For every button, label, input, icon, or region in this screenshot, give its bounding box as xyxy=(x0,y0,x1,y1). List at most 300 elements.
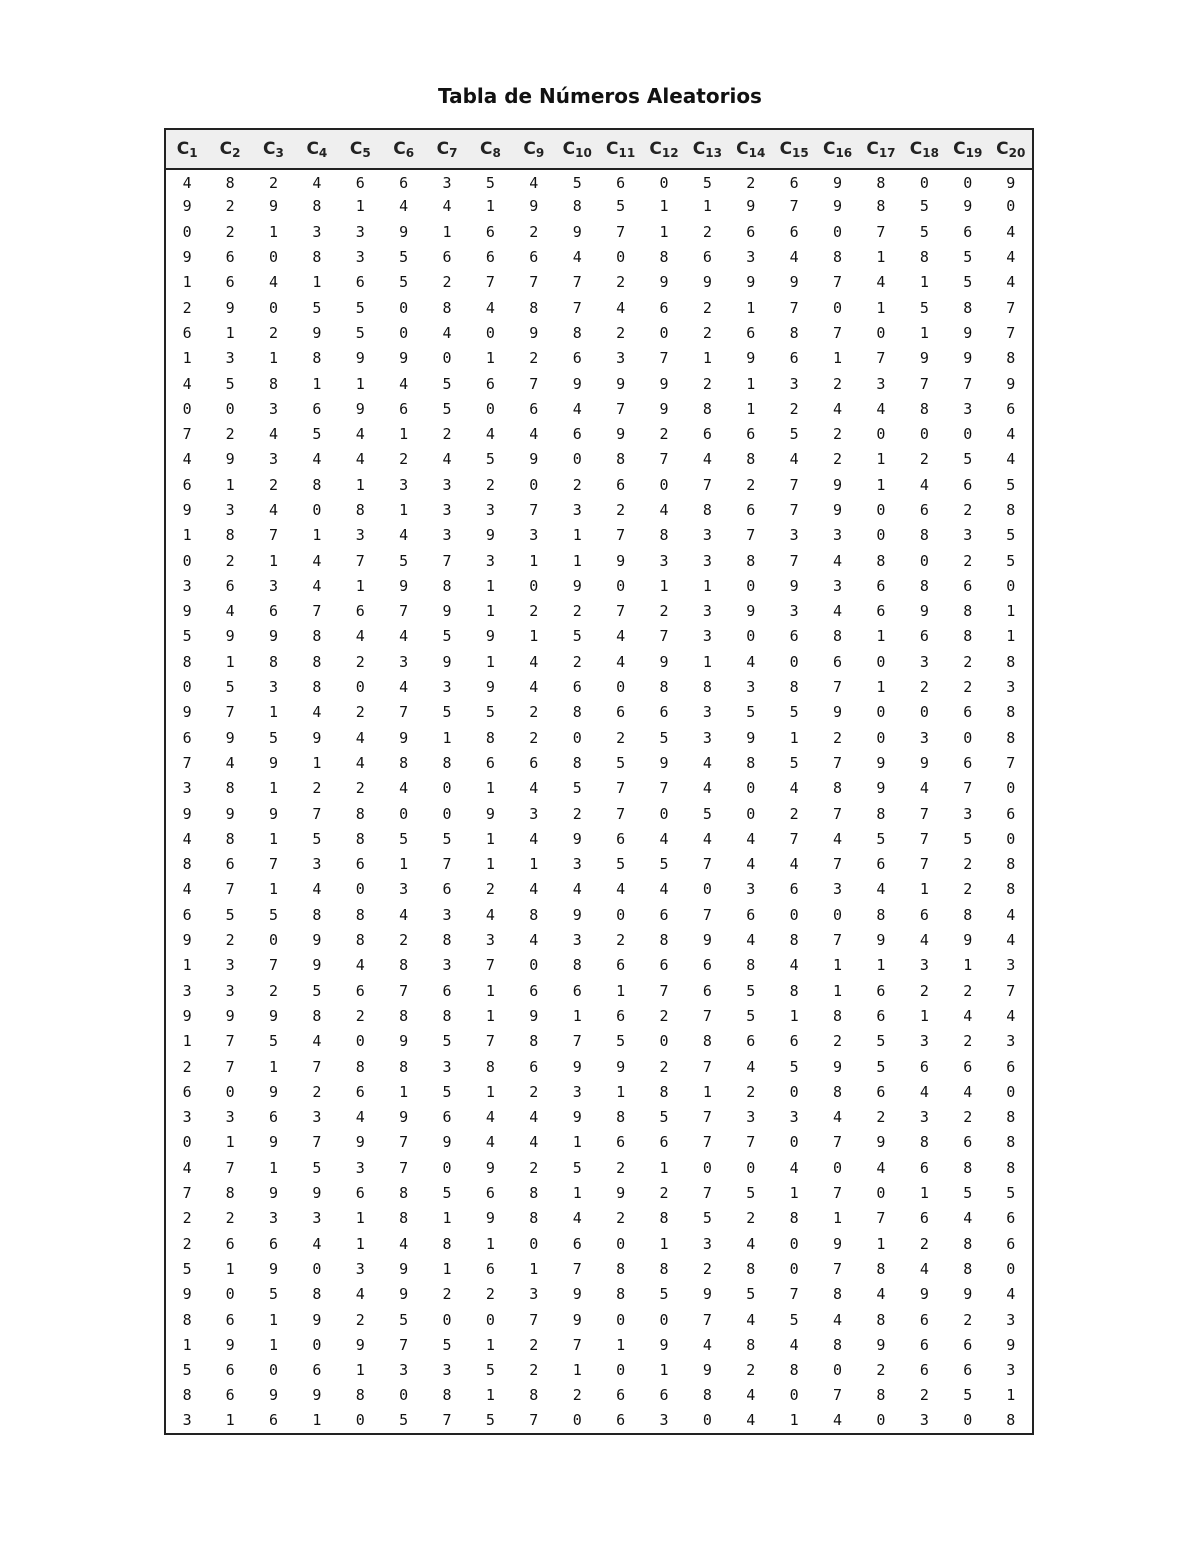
table-cell: 4 xyxy=(355,450,365,469)
table-cell: 7 xyxy=(919,855,929,874)
table-cell: 4 xyxy=(789,779,799,798)
table-cell: 1 xyxy=(659,222,669,241)
table-cell: 5 xyxy=(485,450,495,469)
table-cell: 4 xyxy=(789,956,799,975)
table-row xyxy=(165,877,1033,902)
table-cell: 9 xyxy=(746,602,756,621)
table-cell: 3 xyxy=(1006,956,1016,975)
table-cell: 2 xyxy=(746,1361,756,1380)
table-cell: 9 xyxy=(268,804,278,823)
table-cell: 9 xyxy=(746,197,756,216)
table-cell: 8 xyxy=(746,450,756,469)
table-cell: 9 xyxy=(572,1057,582,1076)
table-cell: 5 xyxy=(268,1032,278,1051)
table-cell: 4 xyxy=(919,1259,929,1278)
table-cell: 5 xyxy=(485,1411,495,1430)
table-cell: 7 xyxy=(572,1032,582,1051)
table-cell: 8 xyxy=(659,526,669,545)
table-cell: 8 xyxy=(789,981,799,1000)
table-cell: 4 xyxy=(485,1108,495,1127)
table-cell: 6 xyxy=(616,829,626,848)
table-cell: 6 xyxy=(919,1310,929,1329)
table-cell: 4 xyxy=(616,880,626,899)
table-cell: 0 xyxy=(1006,197,1016,216)
table-cell: 2 xyxy=(963,1108,973,1127)
table-cell: 6 xyxy=(442,248,452,267)
table-cell: 1 xyxy=(833,349,843,368)
table-cell: 6 xyxy=(572,981,582,1000)
table-cell: 3 xyxy=(355,248,365,267)
table-cell: 0 xyxy=(616,248,626,267)
header-row xyxy=(165,129,1033,169)
table-row xyxy=(165,397,1033,422)
table-cell: 0 xyxy=(182,551,192,570)
table-cell: 2 xyxy=(963,551,973,570)
table-cell: 1 xyxy=(876,298,886,317)
table-cell: 6 xyxy=(355,855,365,874)
table-cell: 2 xyxy=(963,1310,973,1329)
table-cell: 3 xyxy=(1006,678,1016,697)
table-cell: 6 xyxy=(485,1259,495,1278)
table-cell: 3 xyxy=(485,501,495,519)
table-cell: 6 xyxy=(1006,804,1016,823)
table-cell: 8 xyxy=(225,526,235,545)
table-cell: 3 xyxy=(746,248,756,267)
table-cell: 7 xyxy=(833,678,843,697)
table-cell: 1 xyxy=(399,855,409,874)
table-cell: 8 xyxy=(833,1082,843,1101)
table-cell: 7 xyxy=(268,526,278,545)
table-cell: 4 xyxy=(1006,1285,1016,1304)
table-cell: 7 xyxy=(442,855,452,874)
table-cell: 8 xyxy=(225,829,235,848)
table-cell: 1 xyxy=(268,779,278,798)
table-cell: 1 xyxy=(919,273,929,292)
table-cell: 0 xyxy=(529,576,539,595)
table-cell: 0 xyxy=(312,501,322,519)
table-cell: 2 xyxy=(833,728,843,747)
table-cell: 6 xyxy=(182,475,192,494)
table-cell: 3 xyxy=(919,1108,929,1127)
table-cell: 8 xyxy=(746,1259,756,1278)
table-cell: 9 xyxy=(876,1335,886,1354)
table-cell: 4 xyxy=(399,197,409,216)
table-cell: 9 xyxy=(268,753,278,772)
table-cell: 1 xyxy=(833,981,843,1000)
table-cell: 3 xyxy=(746,1108,756,1127)
table-cell: 0 xyxy=(442,349,452,368)
table-cell: 9 xyxy=(355,349,365,368)
table-cell: 9 xyxy=(833,475,843,494)
table-cell: 0 xyxy=(746,804,756,823)
table-cell: 1 xyxy=(182,273,192,292)
table-cell: 2 xyxy=(485,475,495,494)
table-cell: 7 xyxy=(529,501,539,519)
table-cell: 5 xyxy=(963,248,973,267)
table-cell: 7 xyxy=(616,804,626,823)
table-cell: 9 xyxy=(876,779,886,798)
table-cell: 2 xyxy=(963,1032,973,1051)
table-cell: 9 xyxy=(572,222,582,241)
table-cell: 7 xyxy=(702,1006,712,1025)
table-cell: 2 xyxy=(225,551,235,570)
table-cell: 9 xyxy=(659,374,669,393)
table-cell: 3 xyxy=(268,450,278,469)
table-cell: 9 xyxy=(225,627,235,646)
table-cell: 1 xyxy=(268,222,278,241)
table-cell: 9 xyxy=(442,602,452,621)
table-row xyxy=(165,1130,1033,1155)
table-cell: 9 xyxy=(833,703,843,722)
table-cell: 6 xyxy=(442,981,452,1000)
table-cell: 9 xyxy=(876,1133,886,1152)
table-cell: 9 xyxy=(268,1259,278,1278)
table-cell: 8 xyxy=(442,298,452,317)
table-cell: 6 xyxy=(789,1032,799,1051)
table-cell: 6 xyxy=(963,753,973,772)
table-cell: 6 xyxy=(355,1184,365,1203)
table-cell: 8 xyxy=(182,855,192,874)
table-cell: 1 xyxy=(876,450,886,469)
table-cell: 0 xyxy=(963,425,973,444)
table-cell: 4 xyxy=(876,273,886,292)
table-cell: 1 xyxy=(876,627,886,646)
table-cell: 1 xyxy=(485,981,495,1000)
table-row xyxy=(165,245,1033,270)
table-cell: 1 xyxy=(659,1361,669,1380)
table-cell: 4 xyxy=(355,1108,365,1127)
table-cell: 8 xyxy=(1006,501,1016,519)
table-cell: 8 xyxy=(572,753,582,772)
table-cell: 8 xyxy=(789,931,799,950)
table-cell: 4 xyxy=(442,197,452,216)
table-cell: 3 xyxy=(572,855,582,874)
table-cell: 8 xyxy=(702,678,712,697)
table-cell: 6 xyxy=(268,1108,278,1127)
table-cell: 3 xyxy=(1006,1361,1016,1380)
table-cell: 0 xyxy=(876,703,886,722)
table-cell: 0 xyxy=(789,1082,799,1101)
table-cell: 1 xyxy=(659,197,669,216)
table-cell: 4 xyxy=(1006,273,1016,292)
table-cell: 3 xyxy=(659,551,669,570)
table-cell: 8 xyxy=(659,1259,669,1278)
table-cell: 9 xyxy=(616,425,626,444)
table-cell: 4 xyxy=(789,450,799,469)
table-row xyxy=(165,827,1033,852)
table-cell: 4 xyxy=(182,174,192,193)
table-cell: 2 xyxy=(963,501,973,519)
table-cell: 4 xyxy=(355,956,365,975)
table-cell: 0 xyxy=(659,804,669,823)
table-cell: 9 xyxy=(659,399,669,418)
table-cell: 7 xyxy=(529,1310,539,1329)
table-cell: 0 xyxy=(399,1386,409,1405)
table-cell: 0 xyxy=(876,728,886,747)
table-cell: 2 xyxy=(485,1285,495,1304)
table-cell: 6 xyxy=(355,1082,365,1101)
table-cell: 9 xyxy=(312,956,322,975)
table-row xyxy=(165,548,1033,573)
table-cell: 2 xyxy=(529,728,539,747)
table-cell: 7 xyxy=(485,956,495,975)
table-cell: 3 xyxy=(529,526,539,545)
table-cell: 2 xyxy=(963,652,973,671)
table-cell: 6 xyxy=(746,501,756,519)
table-cell: 8 xyxy=(1006,855,1016,874)
table-cell: 6 xyxy=(485,753,495,772)
table-cell: 7 xyxy=(833,1133,843,1152)
table-cell: 2 xyxy=(312,1082,322,1101)
table-cell: 6 xyxy=(702,981,712,1000)
table-cell: 1 xyxy=(485,1082,495,1101)
table-cell: 1 xyxy=(616,981,626,1000)
table-cell: 8 xyxy=(919,526,929,545)
table-cell: 7 xyxy=(919,829,929,848)
table-cell: 0 xyxy=(919,174,929,193)
table-cell: 5 xyxy=(355,298,365,317)
table-cell: 0 xyxy=(746,1158,756,1177)
table-cell: 7 xyxy=(746,1133,756,1152)
table-row xyxy=(165,1282,1033,1307)
table-cell: 8 xyxy=(833,248,843,267)
table-cell: 8 xyxy=(616,450,626,469)
table-cell: 5 xyxy=(182,627,192,646)
table-cell: 6 xyxy=(919,1158,929,1177)
table-cell: 6 xyxy=(919,501,929,519)
table-cell: 6 xyxy=(572,349,582,368)
table-cell: 4 xyxy=(963,1209,973,1228)
table-cell: 4 xyxy=(789,855,799,874)
table-cell: 0 xyxy=(833,905,843,924)
table-cell: 8 xyxy=(963,298,973,317)
table-cell: 2 xyxy=(529,602,539,621)
table-cell: 6 xyxy=(659,1133,669,1152)
table-cell: 1 xyxy=(876,956,886,975)
table-cell: 8 xyxy=(963,1234,973,1253)
table-cell: 7 xyxy=(789,1285,799,1304)
table-cell: 4 xyxy=(702,1335,712,1354)
table-cell: 2 xyxy=(312,779,322,798)
table-cell: 9 xyxy=(572,576,582,595)
table-cell: 2 xyxy=(919,1234,929,1253)
table-cell: 5 xyxy=(399,273,409,292)
table-cell: 5 xyxy=(616,1032,626,1051)
table-cell: 7 xyxy=(312,602,322,621)
table-cell: 3 xyxy=(789,526,799,545)
table-cell: 1 xyxy=(789,1411,799,1430)
table-cell: 4 xyxy=(659,501,669,519)
table-cell: 5 xyxy=(268,1285,278,1304)
table-cell: 6 xyxy=(616,956,626,975)
table-cell: 1 xyxy=(312,1411,322,1430)
table-cell: 9 xyxy=(616,551,626,570)
table-cell: 4 xyxy=(833,399,843,418)
table-cell: 0 xyxy=(1006,779,1016,798)
table-cell: 8 xyxy=(572,956,582,975)
table-cell: 3 xyxy=(442,174,452,193)
table-cell: 9 xyxy=(182,1006,192,1025)
table-cell: 6 xyxy=(876,1082,886,1101)
table-cell: 7 xyxy=(702,1184,712,1203)
table-cell: 1 xyxy=(268,349,278,368)
table-cell: 6 xyxy=(919,1335,929,1354)
table-cell: 3 xyxy=(399,652,409,671)
table-cell: 3 xyxy=(442,475,452,494)
table-cell: 2 xyxy=(355,1310,365,1329)
table-cell: 8 xyxy=(355,804,365,823)
table-cell: 4 xyxy=(746,1234,756,1253)
table-cell: 6 xyxy=(616,1411,626,1430)
table-cell: 7 xyxy=(702,1133,712,1152)
table-cell: 8 xyxy=(442,753,452,772)
table-cell: 7 xyxy=(616,779,626,798)
table-cell: 1 xyxy=(355,576,365,595)
table-cell: 7 xyxy=(572,1259,582,1278)
table-cell: 0 xyxy=(182,1133,192,1152)
table-cell: 6 xyxy=(702,248,712,267)
table-cell: 8 xyxy=(529,1209,539,1228)
table-cell: 4 xyxy=(746,829,756,848)
table-cell: 6 xyxy=(746,425,756,444)
table-cell: 3 xyxy=(312,222,322,241)
table-cell: 0 xyxy=(399,323,409,342)
table-cell: 4 xyxy=(225,602,235,621)
table-cell: 3 xyxy=(268,576,278,595)
table-cell: 0 xyxy=(182,399,192,418)
table-cell: 8 xyxy=(355,501,365,519)
table-cell: 5 xyxy=(182,1259,192,1278)
table-cell: 1 xyxy=(529,627,539,646)
table-cell: 9 xyxy=(442,652,452,671)
table-cell: 8 xyxy=(833,1335,843,1354)
table-row xyxy=(165,1333,1033,1358)
table-cell: 8 xyxy=(876,804,886,823)
table-cell: 6 xyxy=(876,981,886,1000)
table-cell: 7 xyxy=(1006,981,1016,1000)
table-cell: 6 xyxy=(616,174,626,193)
table-cell: 9 xyxy=(225,728,235,747)
table-cell: 1 xyxy=(876,248,886,267)
table-cell: 9 xyxy=(529,1006,539,1025)
table-cell: 5 xyxy=(399,1411,409,1430)
table-cell: 4 xyxy=(746,1057,756,1076)
column-header: $C_6$ xyxy=(382,129,425,169)
table-cell: 3 xyxy=(399,1361,409,1380)
table-row xyxy=(165,1080,1033,1105)
table-cell: 4 xyxy=(485,1133,495,1152)
table-cell: 1 xyxy=(355,374,365,393)
table-cell: 8 xyxy=(355,829,365,848)
column-header: $C_{18}$ xyxy=(903,129,946,169)
table-cell: 2 xyxy=(919,1386,929,1405)
table-cell: 4 xyxy=(442,323,452,342)
table-cell: 5 xyxy=(789,753,799,772)
table-cell: 1 xyxy=(399,425,409,444)
table-cell: 8 xyxy=(616,1285,626,1304)
table-cell: 4 xyxy=(833,1310,843,1329)
table-cell: 4 xyxy=(485,298,495,317)
table-cell: 6 xyxy=(659,956,669,975)
table-cell: 6 xyxy=(355,602,365,621)
table-cell: 0 xyxy=(616,576,626,595)
column-header: $C_8$ xyxy=(469,129,512,169)
table-cell: 0 xyxy=(876,323,886,342)
table-cell: 3 xyxy=(963,399,973,418)
table-cell: 2 xyxy=(399,450,409,469)
table-cell: 5 xyxy=(355,323,365,342)
table-cell: 6 xyxy=(1006,399,1016,418)
table-cell: 8 xyxy=(225,779,235,798)
table-cell: 9 xyxy=(746,273,756,292)
table-cell: 3 xyxy=(659,1411,669,1430)
table-cell: 0 xyxy=(659,475,669,494)
table-cell: 3 xyxy=(529,1285,539,1304)
table-cell: 0 xyxy=(789,1133,799,1152)
table-cell: 9 xyxy=(225,298,235,317)
table-cell: 5 xyxy=(312,981,322,1000)
table-cell: 5 xyxy=(442,1032,452,1051)
table-cell: 6 xyxy=(746,1032,756,1051)
table-cell: 0 xyxy=(268,298,278,317)
table-cell: 7 xyxy=(225,880,235,899)
table-cell: 4 xyxy=(702,779,712,798)
table-cell: 6 xyxy=(268,602,278,621)
table-cell: 2 xyxy=(876,1108,886,1127)
table-cell: 6 xyxy=(963,1361,973,1380)
table-row xyxy=(165,1105,1033,1130)
table-cell: 4 xyxy=(572,880,582,899)
table-cell: 1 xyxy=(225,1133,235,1152)
table-cell: 1 xyxy=(182,349,192,368)
table-cell: 2 xyxy=(572,475,582,494)
table-cell: 1 xyxy=(659,1158,669,1177)
table-cell: 6 xyxy=(225,248,235,267)
table-cell: 1 xyxy=(355,197,365,216)
table-cell: 6 xyxy=(789,349,799,368)
table-cell: 0 xyxy=(963,174,973,193)
table-cell: 5 xyxy=(616,197,626,216)
table-cell: 2 xyxy=(355,703,365,722)
table-cell: 7 xyxy=(1006,753,1016,772)
table-cell: 3 xyxy=(442,678,452,697)
table-cell: 3 xyxy=(702,703,712,722)
table-cell: 8 xyxy=(572,323,582,342)
table-cell: 0 xyxy=(1006,829,1016,848)
table-cell: 1 xyxy=(659,1234,669,1253)
table-cell: 4 xyxy=(702,829,712,848)
table-cell: 1 xyxy=(919,880,929,899)
table-row xyxy=(165,220,1033,245)
table-body xyxy=(165,169,1033,1434)
table-cell: 4 xyxy=(876,1285,886,1304)
table-cell: 9 xyxy=(963,931,973,950)
table-cell: 9 xyxy=(1006,1335,1016,1354)
table-cell: 4 xyxy=(529,652,539,671)
table-cell: 9 xyxy=(485,526,495,545)
table-cell: 3 xyxy=(355,222,365,241)
table-cell: 5 xyxy=(442,1335,452,1354)
table-cell: 1 xyxy=(312,753,322,772)
table-cell: 8 xyxy=(312,627,322,646)
table-cell: 8 xyxy=(746,551,756,570)
table-cell: 5 xyxy=(746,981,756,1000)
table-cell: 9 xyxy=(833,197,843,216)
table-cell: 4 xyxy=(702,753,712,772)
table-cell: 4 xyxy=(529,1133,539,1152)
table-cell: 9 xyxy=(1006,374,1016,393)
table-cell: 0 xyxy=(876,1184,886,1203)
